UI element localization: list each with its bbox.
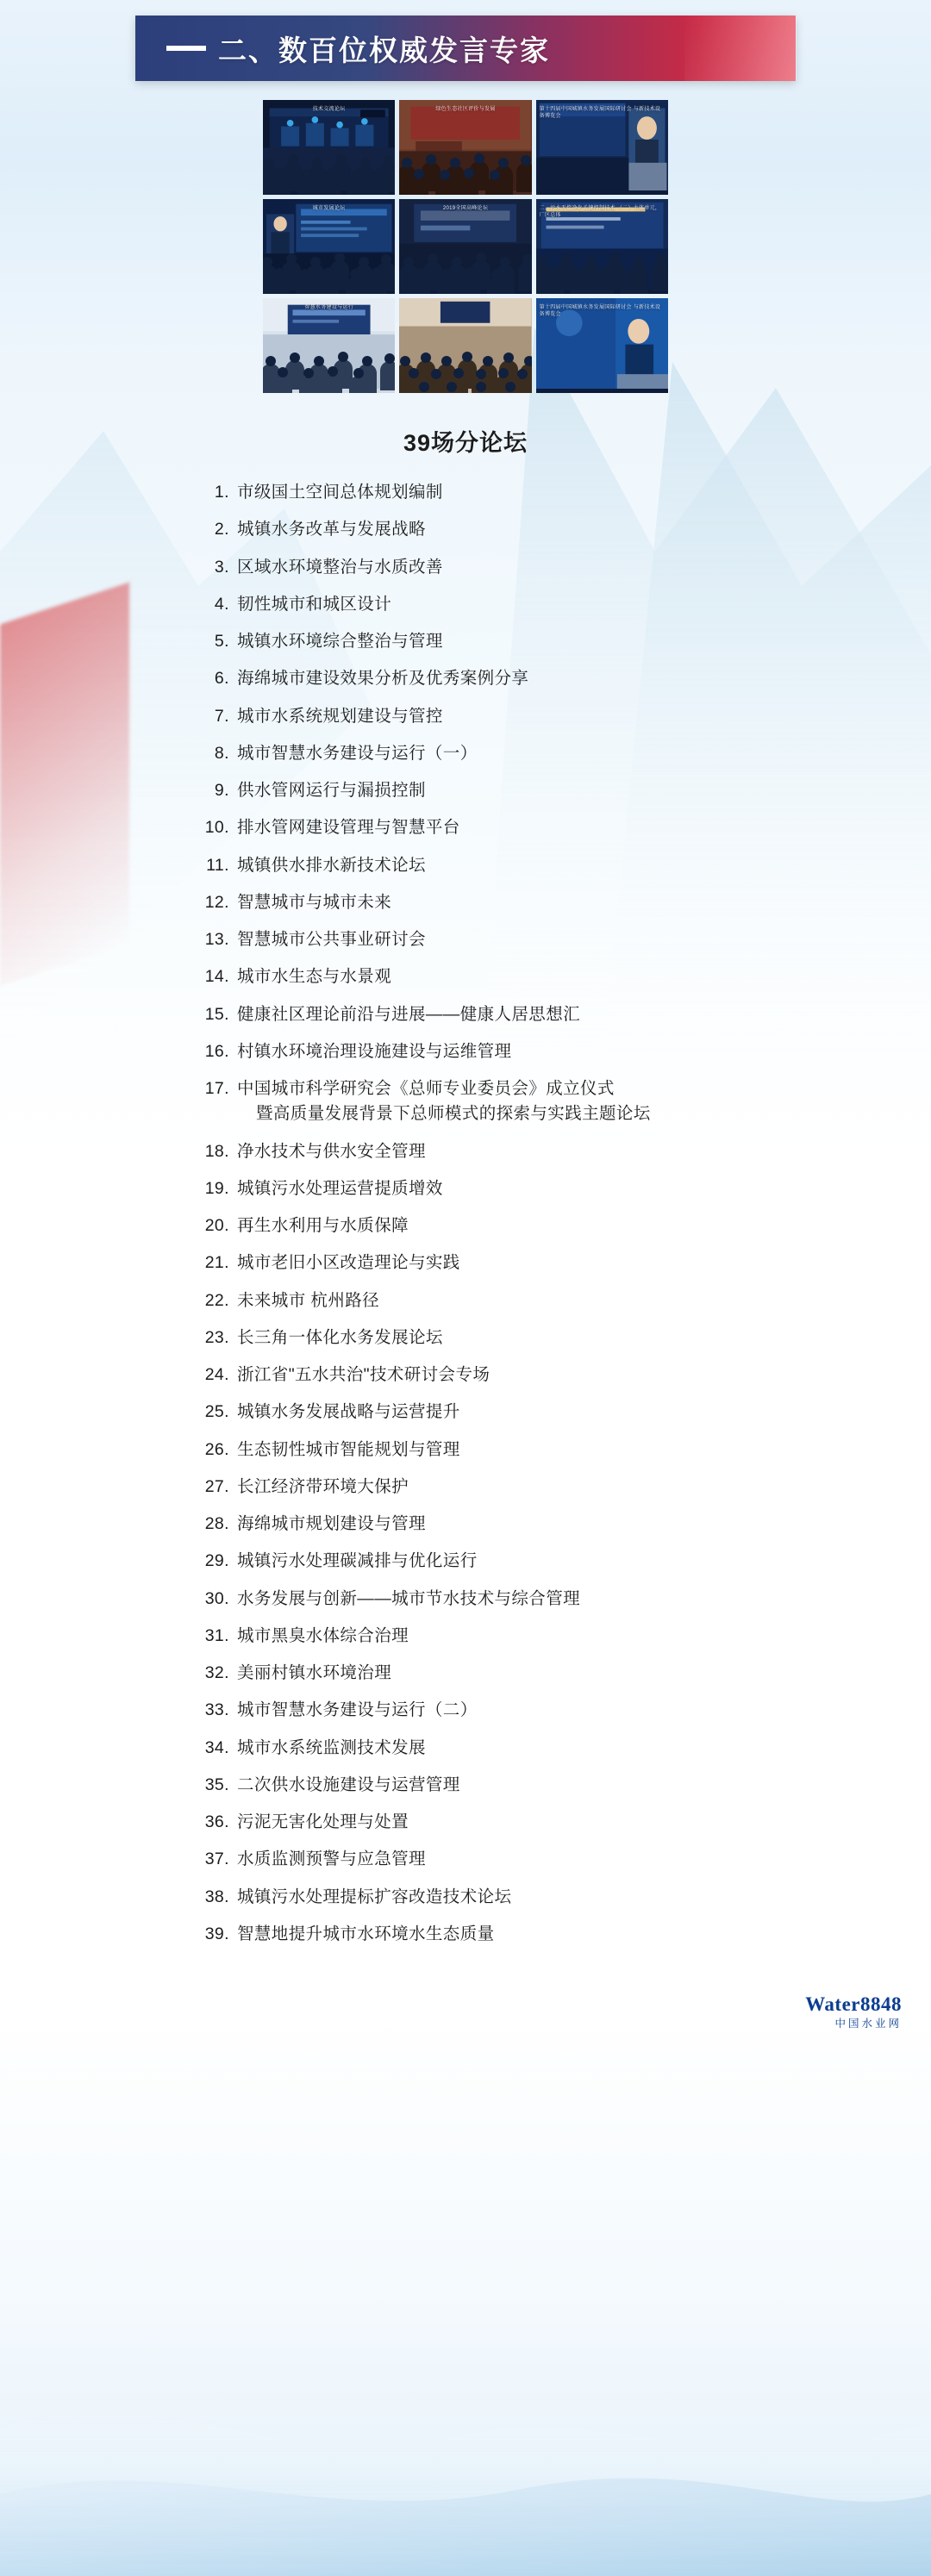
audience-silhouettes (263, 344, 395, 393)
page-title: 二、数百位权威发言专家 (218, 34, 550, 66)
list-item-label: 城镇污水处理碳减排与优化运行 (237, 1551, 478, 1571)
list-item-number: 10. (204, 818, 229, 838)
list-item-number: 7. (214, 706, 229, 726)
list-item (198, 741, 741, 766)
list-item-label: 城市智慧水务建设与运行（一） (237, 743, 478, 763)
list-item (198, 1251, 741, 1276)
header-banner (135, 16, 796, 81)
list-item-label: 生态韧性城市智能规划与管理 (237, 1439, 460, 1459)
photo-caption: 城市发展论坛 (312, 206, 346, 211)
list-item-label (237, 1076, 741, 1127)
list-item (198, 815, 741, 840)
list-item-label: 排水管网建设管理与智慧平台 (237, 818, 460, 838)
list-item (198, 890, 741, 915)
list-item-number: 39. (204, 1924, 229, 1943)
list-item-label: 市级国土空间总体规划编制 (237, 483, 443, 502)
list-item (198, 1810, 741, 1835)
list-item (198, 1400, 741, 1425)
photo-gallery-wrap (0, 100, 931, 393)
site-logo (805, 1993, 902, 2030)
list-item (198, 1213, 741, 1238)
photo-caption: 绿色生态社区评价与发展 (435, 107, 496, 112)
list-item-label: 水质监测预警与应急管理 (237, 1849, 426, 1869)
audience-silhouettes (263, 146, 395, 195)
list-item-number: 24. (204, 1365, 229, 1384)
list-item-label: 净水技术与供水安全管理 (237, 1141, 426, 1161)
audience-silhouettes (263, 245, 395, 294)
photo-reclaimed-water-forum (536, 298, 668, 393)
photo-caption: 智慧水务建设与运行 (304, 305, 354, 310)
list-item-number: 6. (214, 669, 229, 689)
list-item-number: 21. (204, 1253, 229, 1273)
photo-gallery (263, 100, 668, 393)
list-item (198, 1773, 741, 1798)
list-item (198, 629, 741, 654)
list-item (198, 964, 741, 989)
list-item-number: 32. (204, 1663, 229, 1682)
list-item-label: 村镇水环境治理设施建设与运维管理 (237, 1041, 512, 1061)
list-item-number: 1. (214, 483, 229, 502)
list-item-number: 25. (204, 1402, 229, 1422)
bottom-wave-decoration (0, 2266, 931, 2576)
list-item (198, 1847, 741, 1872)
logo-text: Water8848 (805, 1993, 902, 2015)
photo-caption: 二、污水无偿净化关键控制技术 （二）主体单元，厂区总体 (539, 206, 661, 218)
footer (0, 1959, 931, 2053)
list-item-label: 城市老旧小区改造理论与实践 (237, 1253, 460, 1273)
photo-caption: 第十四届中国城镇水务发展国际研讨会 与新技术设备博览会 (539, 107, 661, 119)
list-item (198, 1661, 741, 1686)
list-item-number: 16. (204, 1041, 229, 1061)
list-item-number: 38. (204, 1887, 229, 1906)
list-item-number: 27. (204, 1476, 229, 1496)
list-item (198, 517, 741, 542)
list-item-label: 城镇水务改革与发展战略 (237, 520, 426, 540)
list-item (198, 1624, 741, 1649)
forum-list (190, 480, 741, 1947)
list-item-number: 17. (204, 1079, 229, 1098)
photo-tech-forum-stage (263, 100, 395, 195)
list-item-number: 33. (204, 1700, 229, 1720)
list-item-label: 智慧城市公共事业研讨会 (237, 930, 426, 949)
photo-yangtze-economic-forum (536, 100, 668, 195)
audience-silhouettes (399, 146, 531, 195)
photo-blue-screen-speaker (263, 199, 395, 294)
list-item-number: 26. (204, 1439, 229, 1459)
list-item-number: 2. (214, 520, 229, 540)
list-item (198, 1736, 741, 1761)
section-title: 39场分论坛 (403, 430, 528, 456)
list-item-label: 城市水系统规划建设与管控 (237, 706, 443, 726)
list-item-line2: 暨高质量发展背景下总师模式的探索与实践主题论坛 (256, 1104, 651, 1124)
list-item (198, 1002, 741, 1027)
list-item-number: 3. (214, 557, 229, 577)
list-item-label: 再生水利用与水质保障 (237, 1216, 409, 1235)
list-item (198, 592, 741, 617)
list-item-label: 浙江省"五水共治"技术研讨会专场 (237, 1365, 490, 1384)
list-item-number: 12. (204, 892, 229, 912)
photo-caption: 第十四届中国城镇水务发展国际研讨会 与新技术设备博览会 (539, 305, 661, 317)
list-item-number: 4. (214, 594, 229, 614)
list-item (198, 1363, 741, 1388)
list-item-number: 36. (204, 1812, 229, 1831)
list-item (198, 1039, 741, 1064)
photo-green-ecological-community (399, 100, 531, 195)
list-item-number: 23. (204, 1327, 229, 1347)
list-item (198, 555, 741, 580)
list-item-label: 海绵城市建设效果分析及优秀案例分享 (237, 669, 529, 689)
audience-silhouettes (399, 245, 531, 294)
list-item (198, 704, 741, 729)
photo-exhibition-hall-audience (399, 199, 531, 294)
list-item-number: 20. (204, 1216, 229, 1235)
photo-large-audience-hall (399, 298, 531, 393)
photo-caption: 2019全国高峰论坛 (442, 206, 489, 211)
list-item-number: 31. (204, 1625, 229, 1645)
audience-silhouettes (399, 325, 531, 393)
photo-caption: 技术交流论坛 (312, 107, 346, 112)
list-item-label: 城镇污水处理运营提质增效 (237, 1178, 443, 1198)
list-item-number: 30. (204, 1588, 229, 1608)
list-item (198, 1885, 741, 1910)
list-item-number: 37. (204, 1849, 229, 1869)
list-item-label: 韧性城市和城区设计 (237, 594, 392, 614)
list-item (198, 927, 741, 952)
list-item (198, 480, 741, 505)
list-item (198, 1512, 741, 1537)
list-item-number: 35. (204, 1775, 229, 1794)
list-item-label: 长江经济带环境大保护 (237, 1476, 409, 1496)
list-item-number: 15. (204, 1004, 229, 1024)
list-item (198, 1139, 741, 1164)
list-item-label: 智慧地提升城市水环境水生态质量 (237, 1924, 495, 1943)
list-item (198, 1549, 741, 1574)
list-item-label: 污泥无害化处理与处置 (237, 1812, 409, 1831)
photo-projection-slide-tech (536, 199, 668, 294)
list-item-number: 11. (206, 855, 229, 875)
audience-silhouettes (536, 245, 668, 294)
list-item-number: 28. (204, 1514, 229, 1533)
list-item-number: 29. (204, 1551, 229, 1571)
list-item (198, 1325, 741, 1350)
logo-subtitle: 中国水业网 (834, 2018, 902, 2030)
list-item-label: 供水管网运行与漏损控制 (237, 781, 426, 800)
list-item-number: 22. (204, 1290, 229, 1310)
list-item-number: 14. (204, 967, 229, 987)
list-item-label: 二次供水设施建设与运营管理 (237, 1775, 460, 1794)
list-item (198, 1475, 741, 1500)
list-item-number: 9. (214, 781, 229, 800)
list-item (198, 778, 741, 803)
list-item (198, 1076, 741, 1127)
list-item-label: 城镇供水排水新技术论坛 (237, 855, 426, 875)
list-item-number: 18. (204, 1141, 229, 1161)
header-banner-wrap (0, 0, 931, 81)
list-item-label: 城市黑臭水体综合治理 (237, 1625, 409, 1645)
list-item-label: 海绵城市规划建设与管理 (237, 1514, 426, 1533)
list-item-line1: 中国城市科学研究会《总师专业委员会》成立仪式 (237, 1079, 615, 1098)
list-item-label: 城镇水环境综合整治与管理 (237, 632, 443, 651)
list-item (198, 1176, 741, 1201)
list-item-label: 城镇污水处理提标扩容改造技术论坛 (237, 1887, 512, 1906)
list-item-label: 智慧城市与城市未来 (237, 892, 392, 912)
list-item-label: 美丽村镇水环境治理 (237, 1663, 392, 1682)
list-item-label: 城镇水务发展战略与运营提升 (237, 1402, 460, 1422)
list-item-label: 城市水生态与水景观 (237, 967, 392, 987)
list-item-number: 19. (204, 1178, 229, 1198)
list-item (198, 1288, 741, 1313)
list-item-label: 长三角一体化水务发展论坛 (237, 1327, 443, 1347)
banner-dash-icon (166, 46, 206, 51)
list-item (198, 853, 741, 878)
list-item-label: 未来城市 杭州路径 (237, 1290, 380, 1310)
list-item-number: 34. (204, 1737, 229, 1757)
list-item-number: 8. (214, 743, 229, 763)
photo-conference-room-front (263, 298, 395, 393)
list-item-label: 城市水系统监测技术发展 (237, 1737, 426, 1757)
list-item (198, 1438, 741, 1463)
list-item-label: 城市智慧水务建设与运行（二） (237, 1700, 478, 1720)
list-item-label: 区域水环境整治与水质改善 (237, 557, 443, 577)
list-item-label: 水务发展与创新——城市节水技术与综合管理 (237, 1588, 581, 1608)
list-item (198, 666, 741, 691)
list-item-number: 13. (204, 930, 229, 949)
list-item-number: 5. (214, 632, 229, 651)
list-item-label: 健康社区理论前沿与进展——健康人居思想汇 (237, 1004, 581, 1024)
list-item (198, 1587, 741, 1612)
list-item (198, 1922, 741, 1947)
list-item (198, 1698, 741, 1723)
